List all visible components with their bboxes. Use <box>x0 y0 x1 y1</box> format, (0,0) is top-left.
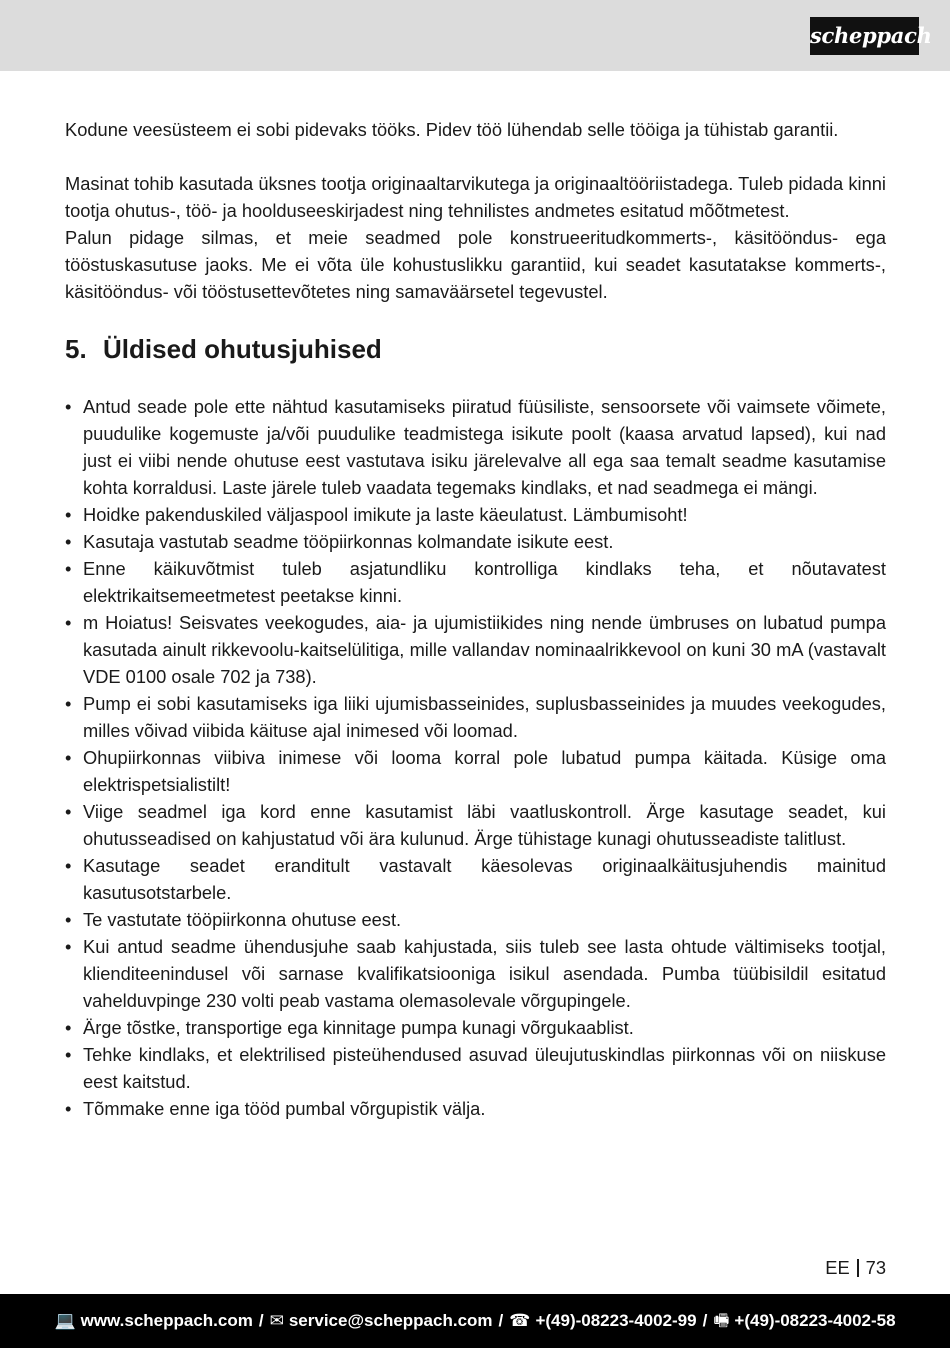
bullet-item <box>65 1041 886 1095</box>
scheppach-logo: scheppach <box>810 17 919 55</box>
computer-icon: 💻 <box>54 1311 76 1330</box>
section-title: Üldised ohutusjuhised <box>103 334 382 364</box>
email-link[interactable]: service@scheppach.com <box>288 1311 493 1330</box>
bullet-item <box>65 798 886 852</box>
bullet-symbol: • <box>65 855 72 876</box>
safety-instructions-list <box>65 393 886 1122</box>
bullet-text: Viige seadmel iga kord enne kasutamist läbi vaatluskontroll. Ärge kasutage seadet, kui ohutusseadised on kahjustatud või ära kulunud. Ärge tühistage kunagi ohutusseadiste talitlust. <box>83 801 886 849</box>
bullet-item <box>65 393 886 501</box>
page-number-label <box>825 1256 886 1280</box>
bullet-item <box>65 501 886 528</box>
bullet-symbol: • <box>65 909 72 930</box>
bullet-item <box>65 609 886 690</box>
bullet-text: Hoidke pakenduskiled väljaspool imikute ja laste käeulatust. Lämbumisoht! <box>83 504 688 525</box>
bullet-symbol: • <box>65 693 72 714</box>
bullet-text: m Hoiatus! Seisvates veekogudes, aia- ja ujumistiikides ning nende ümbruses on lubatud pumpa kasutada ainult rikkevoolu-kaitselülitiga, mille vallandav nominaalrikkevool on kuni 30 mA (vastavalt VDE 0100 osale 702 ja 738). <box>83 612 886 687</box>
bullet-symbol: • <box>65 396 72 417</box>
bullet-symbol: • <box>65 747 72 768</box>
bullet-symbol: • <box>65 1044 72 1065</box>
intro-paragraph: Kodune veesüsteem ei sobi pidevaks tööks. Pidev töö lühendab selle tööiga ja tühistab garantii. <box>65 119 839 140</box>
bullet-text: Tehke kindlaks, et elektrilised pisteühendused asuvad üleujutuskindlas piirkonnas või on niiskuse eest kaitstud. <box>83 1044 886 1092</box>
bullet-text: Tõmmake enne iga tööd pumbal võrgupistik välja. <box>83 1098 486 1119</box>
bullet-symbol: • <box>65 612 72 633</box>
bullet-symbol: • <box>65 1017 72 1038</box>
page-content <box>65 116 886 1122</box>
bullet-symbol: • <box>65 504 72 525</box>
bullet-item <box>65 528 886 555</box>
bullet-symbol: • <box>65 558 72 579</box>
bullet-text: Kasutaja vastutab seadme tööpiirkonnas kolmandate isikute eest. <box>83 531 614 552</box>
bullet-text: Enne käikuvõtmist tuleb asjatundliku kontrolliga kindlaks teha, et nõutavatest elektrikaitsemeetmetest peetakse kinni. <box>83 558 886 606</box>
mail-icon: ✉ <box>269 1311 284 1330</box>
separator: / <box>258 1311 264 1330</box>
footer-bar <box>0 1294 950 1348</box>
bullet-text: Kui antud seadme ühendusjuhe saab kahjustada, siis tuleb see lasta ohtude vältimiseks tootjal, klienditeenindusel või sarnase kvalifikatsiooniga isikul asendada. Pumba tüübisildil esitatud vahelduvpinge 230 volti peab vastama olemasolevale võrgupingele. <box>83 936 886 1011</box>
language-code: EE <box>825 1257 850 1278</box>
bullet-item <box>65 852 886 906</box>
divider <box>857 1259 859 1277</box>
intro-paragraph: Palun pidage silmas, et meie seadmed pole konstrueeritudkommerts-, käsitööndus- ega tööstuskasutuse jaoks. Me ei võta üle kohustuslikku garantiid, kui seadet kasutatakse kommerts-, käsitööndus- või tööstusettevõtetes ning samaväärsetel tegevustel. <box>65 227 886 302</box>
bullet-item <box>65 933 886 1014</box>
bullet-item <box>65 744 886 798</box>
fax-icon: 🖷 <box>713 1311 730 1330</box>
section-heading <box>65 331 886 367</box>
top-bar <box>0 0 950 71</box>
bullet-symbol: • <box>65 531 72 552</box>
bullet-text: Antud seade pole ette nähtud kasutamiseks piiratud füüsiliste, sensoorsete või vaimsete võimete, puudulike kogemuste ja/või puudulike teadmistega isikute poolt (kaasa arvatud lapsed), kui nad just ei viibi nende ohutuse eest vastutava isiku järelevalve all ega saa temalt seadme kasutamise kohta korraldusi. Laste järele tuleb vaadata tegemaks kindlaks, et nad seadmega ei mängi. <box>83 396 886 498</box>
intro-paragraph: Masinat tohib kasutada üksnes tootja originaaltarvikutega ja originaaltööriistadega. Tuleb pidada kinni tootja ohutus-, töö- ja hoolduseeskirjadest ning tehnilistes andmetes esitatud mõõtmetest. <box>65 173 886 221</box>
separator: / <box>498 1311 504 1330</box>
phone-icon: ☎ <box>509 1311 531 1330</box>
bullet-text: Pump ei sobi kasutamiseks iga liiki ujumisbasseinides, suplusbasseinides ja muudes veekogudes, milles võivad viibida käituse ajal inimesed või loomad. <box>83 693 886 741</box>
bullet-symbol: • <box>65 801 72 822</box>
bullet-text: Te vastutate tööpiirkonna ohutuse eest. <box>83 909 402 930</box>
bullet-symbol: • <box>65 1098 72 1119</box>
bullet-item <box>65 906 886 933</box>
bullet-text: Kasutage seadet eranditult vastavalt käesolevas originaalkäitusjuhendis mainitud kasutusotstarbele. <box>83 855 886 903</box>
bullet-item <box>65 1014 886 1041</box>
section-number: 5. <box>65 334 87 364</box>
bullet-item <box>65 1095 886 1122</box>
bullet-item <box>65 555 886 609</box>
phone-number[interactable]: +(49)-08223-4002-99 <box>535 1311 697 1330</box>
bullet-text: Ohupiirkonnas viibiva inimese või looma korral pole lubatud pumpa käitada. Küsige oma elektrispetsialistilt! <box>83 747 886 795</box>
bullet-symbol: • <box>65 936 72 957</box>
separator: / <box>702 1311 708 1330</box>
page-number: 73 <box>865 1257 886 1278</box>
fax-number: +(49)-08223-4002-58 <box>734 1311 896 1330</box>
bullet-text: Ärge tõstke, transportige ega kinnitage pumpa kunagi võrgukaablist. <box>83 1017 634 1038</box>
website-link[interactable]: www.scheppach.com <box>80 1311 253 1330</box>
bullet-item <box>65 690 886 744</box>
